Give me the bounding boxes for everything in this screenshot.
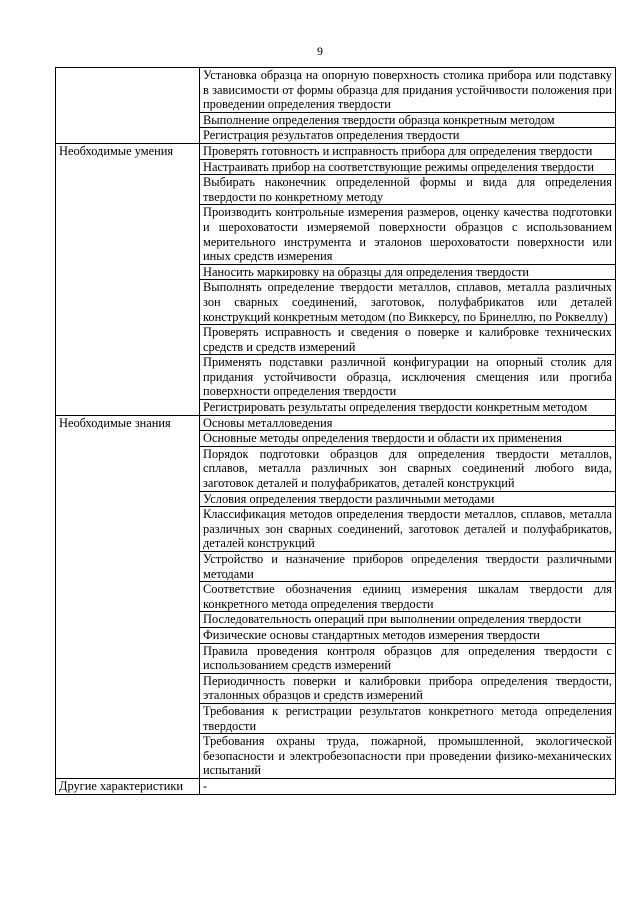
section-label: Необходимые умения [56, 143, 200, 415]
section-item: Наносить маркировку на образцы для определения твердости [200, 264, 616, 280]
section-item: Настраивать прибор на соответствующие режимы определения твердости [200, 159, 616, 175]
section-label [56, 68, 200, 144]
section-item: Основные методы определения твердости и области их применения [200, 431, 616, 447]
section-item: Физические основы стандартных методов измерения твердости [200, 627, 616, 643]
section-item: Последовательность операций при выполнении определения твердости [200, 612, 616, 628]
section-item: Выполнять определение твердости металлов, сплавов, металла различных зон сварных соединений, заготовок, полуфабрикатов или деталей конструкций конкретным методом (по Виккерсу, по Бринеллю, по Роквеллу) [200, 280, 616, 325]
section-item: Условия определения твердости различными методами [200, 491, 616, 507]
section-item: Производить контрольные измерения размеров, оценку качества подготовки и шероховатости измеряемой поверхности образцов с использованием мерительного инструмента и эталонов шероховатости поверхности или иных средств измерения [200, 205, 616, 264]
table-row [56, 778, 616, 794]
section-item: Соответствие обозначения единиц измерения шкалам твердости для конкретного метода определения твердости [200, 582, 616, 612]
section-item: Регистрировать результаты определения твердости конкретным методом [200, 400, 616, 416]
section-item: Правила проведения контроля образцов для определения твердости с использованием средств измерений [200, 643, 616, 673]
section-item: Регистрация результатов определения твердости [200, 128, 616, 144]
section-item: Проверять готовность и исправность прибора для определения твердости [200, 143, 616, 159]
section-item: Устройство и назначение приборов определения твердости различными методами [200, 552, 616, 582]
section-item: Выбирать наконечник определенной формы и вида для определения твердости по конкретному методу [200, 175, 616, 205]
page-number: 9 [317, 44, 323, 58]
table-row [56, 415, 616, 431]
section-item: Требования охраны труда, пожарной, промышленной, экологической безопасности и электробезопасности при проведении физико-механических испытаний [200, 734, 616, 779]
section-item: Порядок подготовки образцов для определения твердости металлов, сплавов, металла различных зон сварных соединений любого вида, заготовок деталей и полуфабрикатов, деталей конструкций [200, 446, 616, 491]
competency-table [55, 67, 616, 795]
table-row [56, 68, 616, 113]
section-item: Основы металловедения [200, 415, 616, 431]
section-item: Установка образца на опорную поверхность столика прибора или подставку в зависимости от формы образца для придания устойчивости положения при проведении определения твердости [200, 68, 616, 113]
section-label: Другие характеристики [56, 778, 200, 794]
section-item: Классификация методов определения твердости металлов, сплавов, металла различных зон сварных соединений, заготовок деталей и полуфабрикатов, деталей конструкций [200, 507, 616, 552]
section-item: Применять подставки различной конфигурации на опорный столик для придания устойчивости образца, исключения смещения или прогиба поверхности определения твердости [200, 355, 616, 400]
competency-table-body [56, 68, 616, 795]
section-label: Необходимые знания [56, 415, 200, 778]
table-row [56, 143, 616, 159]
section-item: - [200, 778, 616, 794]
section-item: Проверять исправность и сведения о поверке и калибровке технических средств и средств измерений [200, 325, 616, 355]
section-item: Требования к регистрации результатов конкретного метода определения твердости [200, 703, 616, 733]
section-item: Выполнение определения твердости образца конкретным методом [200, 112, 616, 128]
section-item: Периодичность поверки и калибровки прибора определения твердости, эталонных образцов и средств измерений [200, 673, 616, 703]
